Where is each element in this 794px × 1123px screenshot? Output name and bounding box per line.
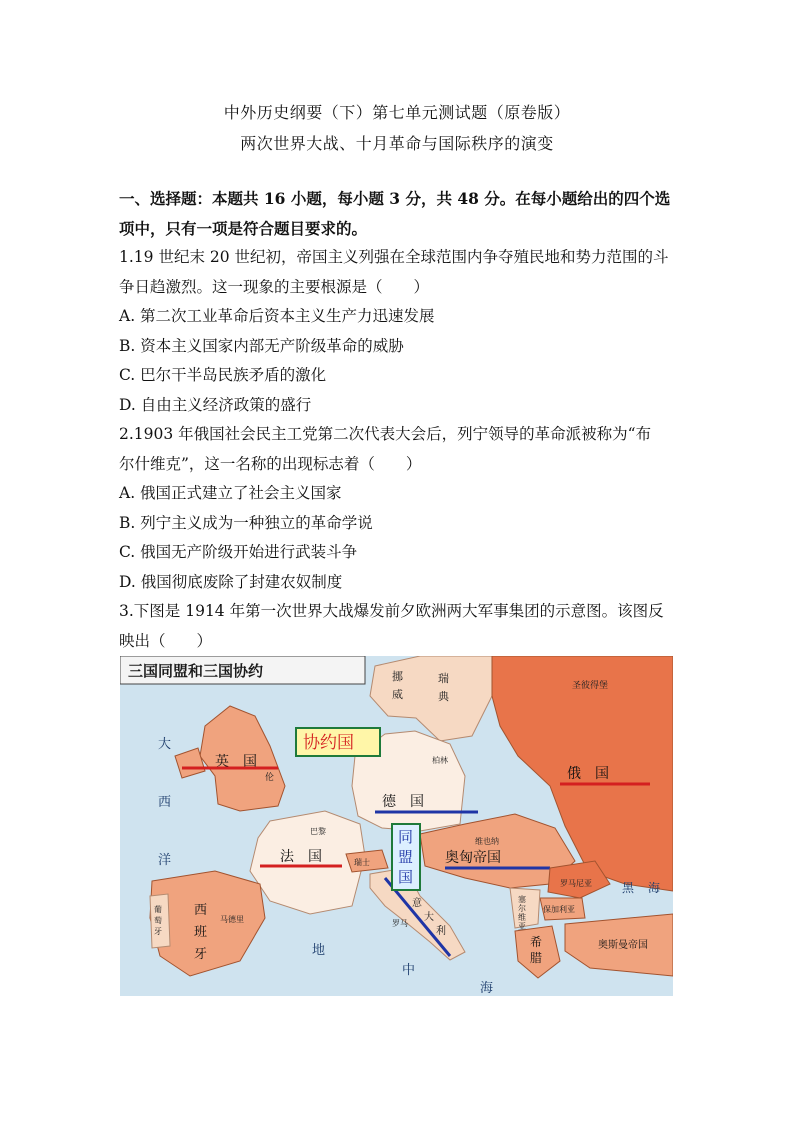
city-label-madrid: 马德里 — [220, 915, 244, 924]
country-label-france: 法 国 — [280, 849, 322, 865]
country-label-italy: 利 — [436, 926, 446, 937]
country-label-italy: 意 — [412, 898, 422, 909]
country-label-spain: 班 — [194, 925, 208, 940]
page-subtitle: 两次世界大战、十月革命与国际秩序的演变 — [240, 134, 554, 153]
city-label-petersburg: 圣彼得堡 — [572, 681, 609, 691]
country-label-serbia: 尔 — [518, 904, 526, 913]
city-label-vienna: 维也纳 — [475, 837, 499, 846]
country-label-greece: 希 — [530, 935, 543, 949]
sea-label-med: 中 — [402, 963, 416, 978]
question-stem: 尔什维克”，这一名称的出现标志着（ ） — [119, 454, 422, 473]
question-2 — [119, 420, 679, 597]
option-b: B. 列宁主义成为一种独立的革命学说 — [119, 513, 373, 532]
option-a: A. 俄国正式建立了社会主义国家 — [119, 484, 342, 502]
country-label-swiss: 瑞士 — [354, 858, 370, 867]
sea-label-atlantic: 西 — [158, 795, 172, 810]
country-label-serbia: 塞 — [518, 895, 526, 904]
section-instruction — [119, 184, 679, 243]
sea-label-atlantic: 大 — [158, 737, 172, 752]
country-label-romania: 罗马尼亚 — [560, 879, 592, 888]
question-stem: 映出（ ） — [119, 631, 213, 650]
country-label-bulgaria: 保加利亚 — [543, 905, 575, 914]
country-label-portugal: 萄 — [154, 916, 162, 925]
question-3 — [119, 597, 679, 656]
city-label-berlin: 柏林 — [432, 756, 448, 765]
question-stem: 3.下图是 1914 年第一次世界大战爆发前夕欧洲两大军事集团的示意图。该图反 — [119, 602, 664, 620]
sea-label-med: 海 — [480, 981, 494, 996]
country-label-germany: 德 国 — [382, 794, 424, 810]
country-label-greece: 腊 — [530, 951, 543, 965]
option-c: C. 俄国无产阶级开始进行武装斗争 — [119, 543, 358, 561]
sea-label-med: 地 — [312, 943, 326, 958]
sea-label-black: 黑 — [622, 881, 635, 895]
question-stem: 1.19 世纪末 20 世纪初，帝国主义列强在全球范围内争夺殖民地和势力范围的斗 — [119, 248, 669, 266]
country-label-norway: 挪 — [392, 670, 403, 683]
country-label-portugal: 牙 — [154, 927, 162, 936]
question-stem: 2.1903 年俄国社会民主工党第二次代表大会后，列宁领导的革命派被称为“布 — [119, 425, 652, 443]
map-figure — [120, 656, 673, 996]
section-line: 项中，只有一项是符合题目要求的。 — [119, 218, 368, 238]
alliance-label: 国 — [398, 868, 414, 886]
country-label-italy: 大 — [424, 912, 434, 923]
country-label-ottoman: 奥斯曼帝国 — [598, 940, 648, 951]
entente-label: 协约国 — [303, 733, 354, 753]
alliance-label: 同 — [398, 828, 414, 846]
sea-label-black: 海 — [648, 881, 661, 895]
map-title: 三国同盟和三国协约 — [128, 662, 264, 680]
question-stem: 争日趋激烈。这一现象的主要根源是（ ） — [119, 277, 430, 296]
country-label-spain: 牙 — [194, 947, 208, 962]
country-label-norway: 威 — [392, 688, 403, 701]
page-title: 中外历史纲要（下）第七单元测试题（原卷版） — [223, 103, 571, 122]
city-label-rome: 罗马 — [392, 919, 408, 928]
city-label-paris: 巴黎 — [310, 827, 326, 836]
option-c: C. 巴尔干半岛民族矛盾的激化 — [119, 366, 327, 384]
country-label-serbia: 维 — [518, 913, 526, 922]
sea-label-atlantic: 洋 — [158, 853, 172, 868]
country-label-uk: 英 国 — [215, 754, 257, 770]
country-label-spain: 西 — [194, 903, 208, 918]
europe-map — [120, 656, 673, 996]
country-label-sweden: 典 — [438, 690, 449, 703]
option-b: B. 资本主义国家内部无产阶级革命的威胁 — [119, 336, 404, 355]
country-label-russia: 俄 国 — [567, 766, 609, 782]
city-label-london: 伦 — [265, 773, 275, 783]
section-line: 一、选择题：本题共 16 小题，每小题 3 分，共 48 分。在每小题给出的四个选 — [119, 189, 671, 208]
country-label-portugal: 葡 — [154, 905, 162, 914]
option-d: D. 俄国彻底废除了封建农奴制度 — [119, 572, 343, 591]
country-label-sweden: 瑞 — [438, 672, 449, 685]
country-label-austria: 奥匈帝国 — [445, 850, 501, 866]
option-a: A. 第二次工业革命后资本主义生产力迅速发展 — [119, 307, 435, 325]
option-d: D. 自由主义经济政策的盛行 — [119, 395, 312, 414]
country-label-serbia: 亚 — [518, 922, 526, 931]
alliance-label: 盟 — [398, 848, 414, 866]
question-1 — [119, 243, 679, 420]
